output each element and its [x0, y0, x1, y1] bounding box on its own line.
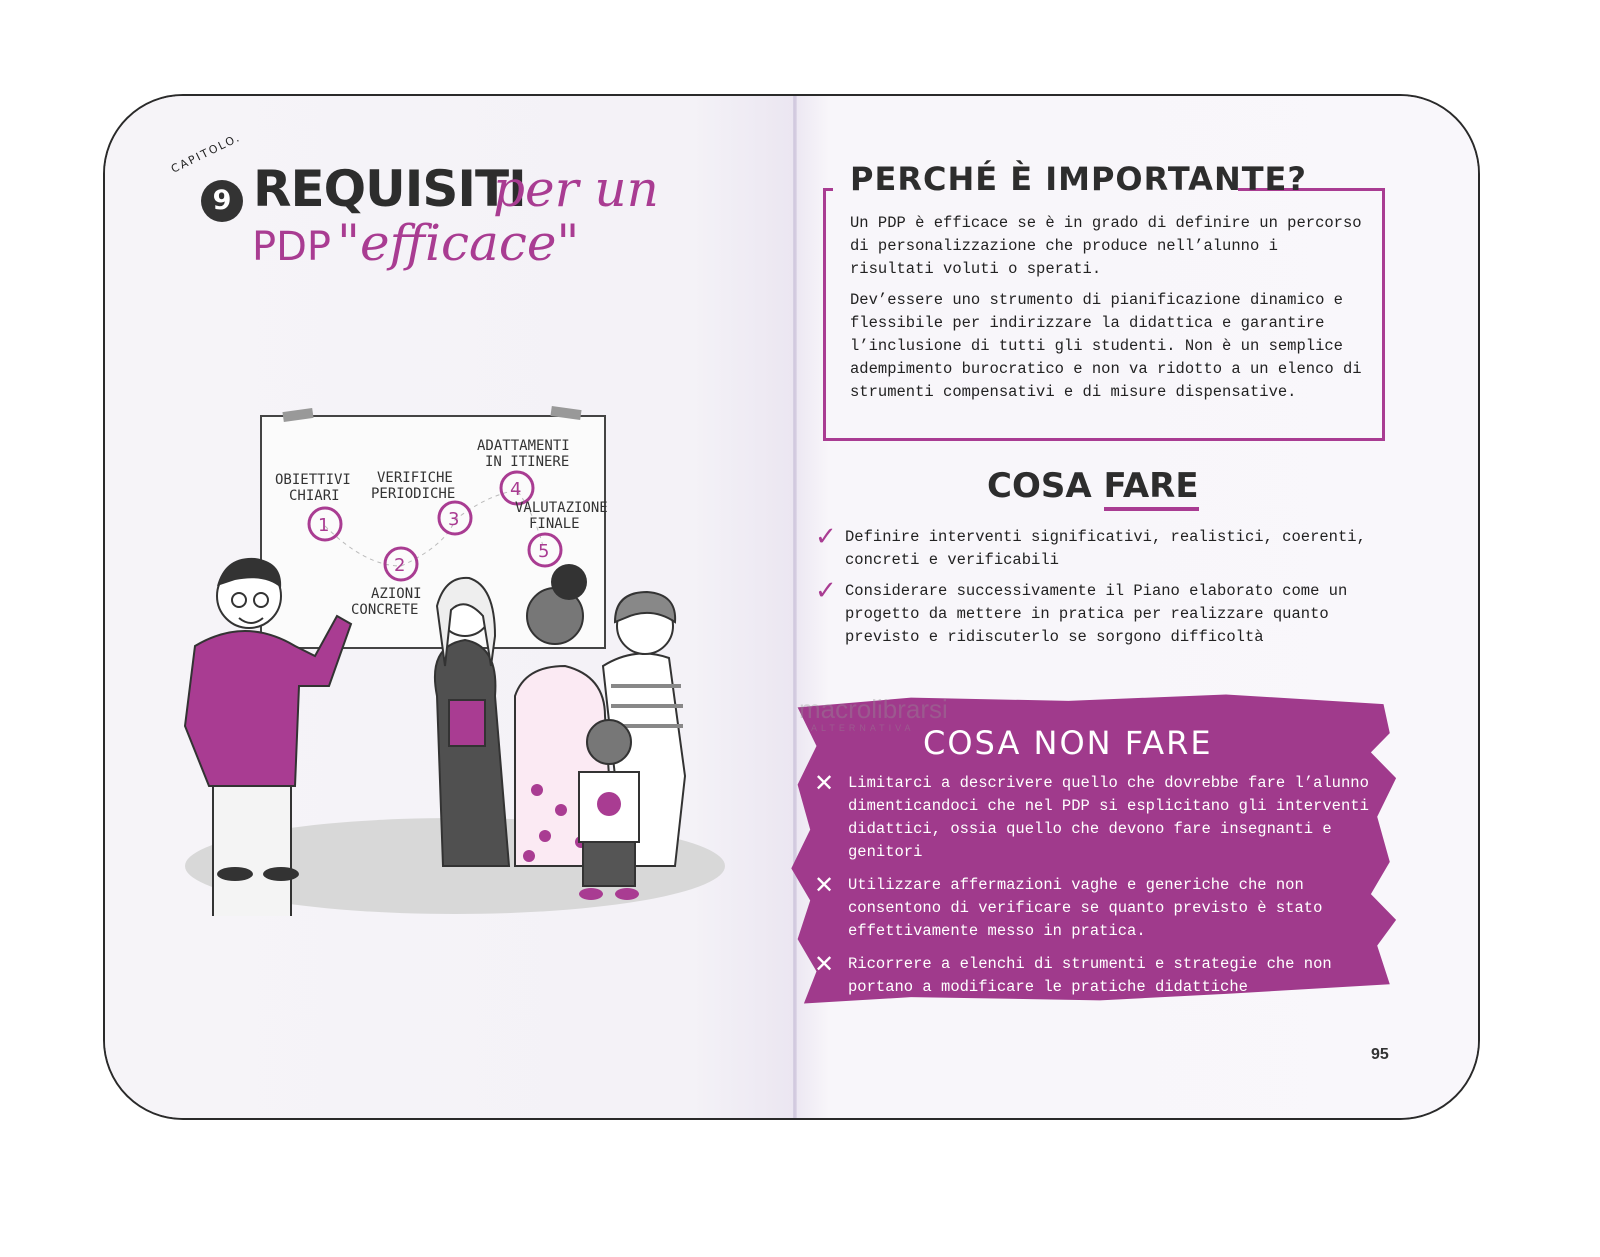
book-spine [793, 96, 797, 1118]
chapter-title: REQUISITI [253, 160, 526, 218]
svg-text:CHIARI: CHIARI [289, 488, 340, 504]
svg-text:1: 1 [318, 515, 330, 536]
why-heading: PERCHÉ È IMPORTANTE? [850, 160, 1307, 198]
svg-text:4: 4 [510, 479, 522, 500]
svg-text:5: 5 [538, 541, 550, 562]
why-paragraph-2: Dev’essere uno strumento di pianificazione dinamico e flessibile per indirizzare la didattica e garantire l’inclusione di tutti gli studenti. Non è un semplice adempimento burocratico e non va ridotto a un elenco di strumenti compensativi e di misure dispensative. [850, 291, 1362, 401]
chapter-number: 9 [201, 180, 243, 222]
dont-item-text: Ricorrere a elenchi di strumenti e strategie che non portano a modificare le pratiche didattiche [848, 955, 1332, 996]
cross-icon: ✕ [814, 950, 835, 978]
chapter-label: CAPITOLO. [169, 130, 243, 176]
svg-text:2: 2 [394, 555, 406, 576]
svg-text:ADATTAMENTI: ADATTAMENTI [477, 438, 570, 454]
do-heading-fare: FARE [1104, 466, 1199, 511]
list-item [815, 576, 1375, 649]
do-heading [987, 466, 1199, 506]
chapter-title-line2: PDP [252, 224, 332, 270]
do-item-text: Definire interventi significativi, realistici, coerenti, concreti e verificabili [845, 528, 1366, 569]
svg-text:AZIONI: AZIONI [371, 586, 422, 602]
list-item [812, 871, 1372, 943]
list-item [815, 522, 1375, 572]
do-heading-cosa: COSA [987, 466, 1104, 506]
watermark: macrolibrarsi [799, 694, 948, 724]
illustration [165, 396, 725, 916]
svg-text:PERIODICHE: PERIODICHE [371, 486, 456, 502]
cross-icon: ✕ [814, 769, 835, 797]
check-icon: ✓ [815, 522, 837, 552]
dont-item-text: Limitarci a descrivere quello che dovrebbe fare l’alunno dimenticandoci che nel PDP si esplicitano gli interventi didattici, ossia quello che devono fare insegnanti e genitori [848, 774, 1369, 861]
svg-text:IN ITINERE: IN ITINERE [485, 454, 570, 470]
list-item [812, 769, 1372, 864]
board-label-1: OBIETTIVI [275, 472, 351, 488]
svg-text:CONCRETE: CONCRETE [351, 602, 419, 618]
why-box-border [823, 188, 833, 191]
cross-icon: ✕ [814, 871, 835, 899]
watermark-sub: ALTERNATIVA [811, 723, 915, 733]
page-number: 95 [1371, 1046, 1389, 1063]
check-icon: ✓ [815, 576, 837, 606]
chapter-title-script: per un [493, 160, 659, 218]
book-spread [103, 94, 1480, 1120]
svg-text:3: 3 [448, 509, 460, 530]
why-paragraph-1: Un PDP è efficace se è in grado di definire un percorso di personalizzazione che produce nell’alunno i risultati voluti o sperati. [850, 214, 1362, 278]
chapter-title-script2: "efficace" [337, 214, 580, 272]
do-item-text: Considerare successivamente il Piano elaborato come un progetto da mettere in pratica per realizzare quanto previsto e ridiscuterlo se sorgono difficoltà [845, 582, 1348, 646]
dont-list [812, 769, 1372, 1009]
do-list [815, 522, 1375, 657]
svg-text:VERIFICHE: VERIFICHE [377, 470, 453, 486]
svg-text:VALUTAZIONE: VALUTAZIONE [515, 500, 608, 516]
svg-text:FINALE: FINALE [529, 516, 580, 532]
child-figure [579, 720, 639, 900]
list-item [812, 950, 1372, 999]
dont-heading: COSA NON FARE [923, 724, 1213, 762]
dont-item-text: Utilizzare affermazioni vaghe e generiche che non consentono di verificare se quanto previsto è stato effettivamente messo in pratica. [848, 876, 1323, 940]
